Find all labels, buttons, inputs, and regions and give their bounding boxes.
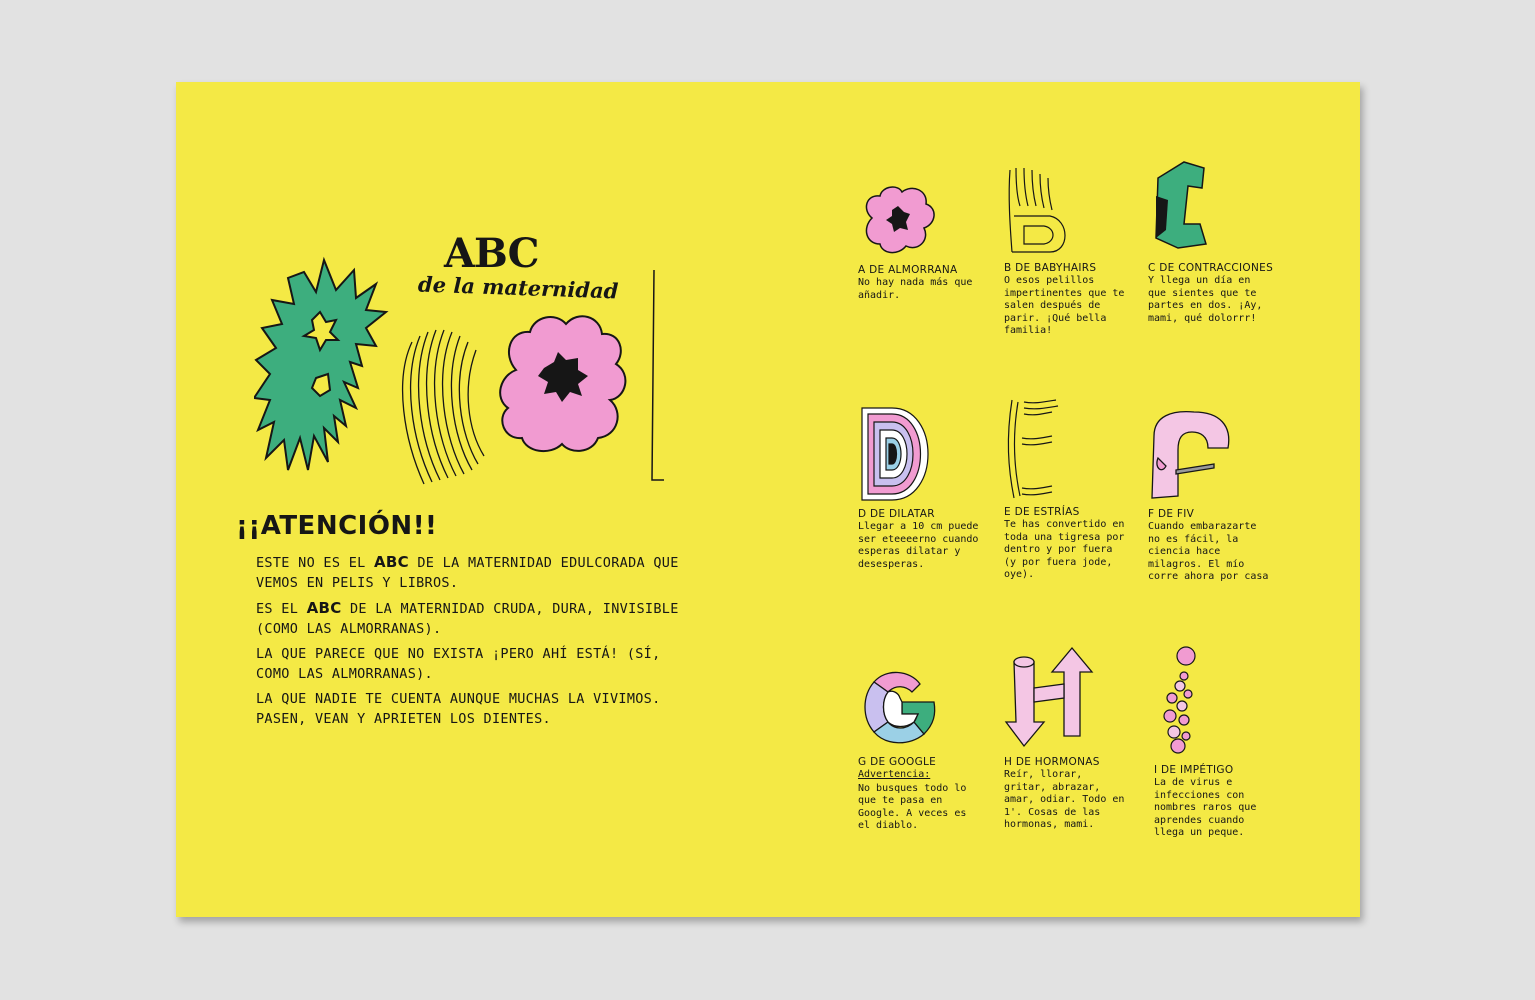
- spiky-a-icon: [254, 260, 386, 470]
- letter-desc: Reír, llorar, gritar, abrazar, amar, odiar. Todo en 1'. Cosas de las hormonas, mami.: [1004, 769, 1125, 830]
- pink-cloud-icon: [858, 178, 938, 260]
- letter-desc: Y llega un día en que sientes que te partes en dos. ¡Ay, mami, qué dolorrr!: [1148, 275, 1263, 324]
- letter-desc: No hay nada más que añadir.: [858, 277, 973, 301]
- letter-card-c: [1148, 158, 1273, 325]
- letter-name: C DE CONTRACCIONES: [1148, 262, 1274, 274]
- letter-card-e: [1004, 398, 1129, 582]
- intro-paragraph: ES EL ABC DE LA MATERNIDAD CRUDA, DURA, INVISIBLE (COMO LAS ALMORRANAS).: [256, 599, 679, 637]
- hero-letters-illustration: [254, 250, 664, 510]
- letter-name: B DE BABYHAIRS: [1004, 262, 1097, 274]
- hair-b-icon: [403, 330, 484, 484]
- arrows-h-icon: [1004, 642, 1100, 752]
- letter-name: G DE GOOGLE: [858, 756, 937, 768]
- letter-desc: O esos pelillos impertinentes que te salen después de parir. ¡Qué bella familia!: [1004, 275, 1125, 336]
- bubbles-i-icon: [1154, 642, 1214, 760]
- letter-desc: Llegar a 10 cm puede ser eteeeerno cuando esperas dilatar y desesperas.: [858, 521, 979, 570]
- intro-paragraph: LA QUE NADIE TE CUENTA AUNQUE MUCHAS LA VIVIMOS. PASEN, VEAN Y APRIETEN LOS DIENTES.: [256, 691, 661, 727]
- intro-text: [256, 552, 696, 734]
- letter-card-f: [1148, 408, 1273, 584]
- letter-warning: Advertencia:: [858, 769, 931, 780]
- letter-name: D DE DILATAR: [858, 508, 935, 520]
- letter-name: I DE IMPÉTIGO: [1154, 764, 1234, 776]
- intro-heading: ¡¡ATENCIÓN!!: [236, 511, 438, 541]
- letter-card-b: [1004, 166, 1129, 338]
- line-stroke-icon: [652, 270, 664, 480]
- letter-card-g: [858, 662, 983, 833]
- striped-d-icon: [858, 404, 944, 504]
- letter-desc: Cuando embarazarte no es fácil, la ciencia hace milagros. El mío corre ahora por casa: [1148, 521, 1269, 582]
- striped-e-icon: [1004, 398, 1084, 502]
- letter-card-i: [1154, 642, 1279, 840]
- pink-cloud-icon: [500, 316, 625, 451]
- letter-name: A DE ALMORRANA: [858, 264, 958, 276]
- intro-paragraph: ESTE NO ES EL ABC DE LA MATERNIDAD EDULCORADA QUE VEMOS EN PELIS Y LIBROS.: [256, 553, 679, 591]
- letter-card-d: [858, 404, 983, 571]
- intro-paragraph: LA QUE PARECE QUE NO EXISTA ¡PERO AHÍ ESTÁ! (SÍ, COMO LAS ALMORRANAS).: [256, 646, 661, 682]
- letter-name: F DE FIV: [1148, 508, 1195, 520]
- letter-card-h: [1004, 642, 1129, 832]
- green-c-icon: [1148, 158, 1228, 258]
- letter-card-a: [858, 178, 983, 302]
- letter-name: E DE ESTRÍAS: [1004, 506, 1080, 518]
- letter-desc: Te has convertido en toda una tigresa por dentro y por fuera (y por fuera jode, oye).: [1004, 519, 1125, 580]
- book-spread: [176, 82, 1360, 917]
- cover-subtitle: de la maternidad: [417, 271, 619, 304]
- cover-title: ABC: [444, 230, 539, 277]
- letter-name: H DE HORMONAS: [1004, 756, 1100, 768]
- pink-f-icon: [1148, 408, 1240, 504]
- hair-b-icon: [1004, 166, 1084, 258]
- google-g-icon: [858, 662, 940, 752]
- letter-desc: No busques todo lo que te pasa en Google. A veces es el diablo.: [858, 782, 967, 831]
- letter-desc: La de virus e infecciones con nombres raros que aprendes cuando llega un peque.: [1154, 777, 1257, 838]
